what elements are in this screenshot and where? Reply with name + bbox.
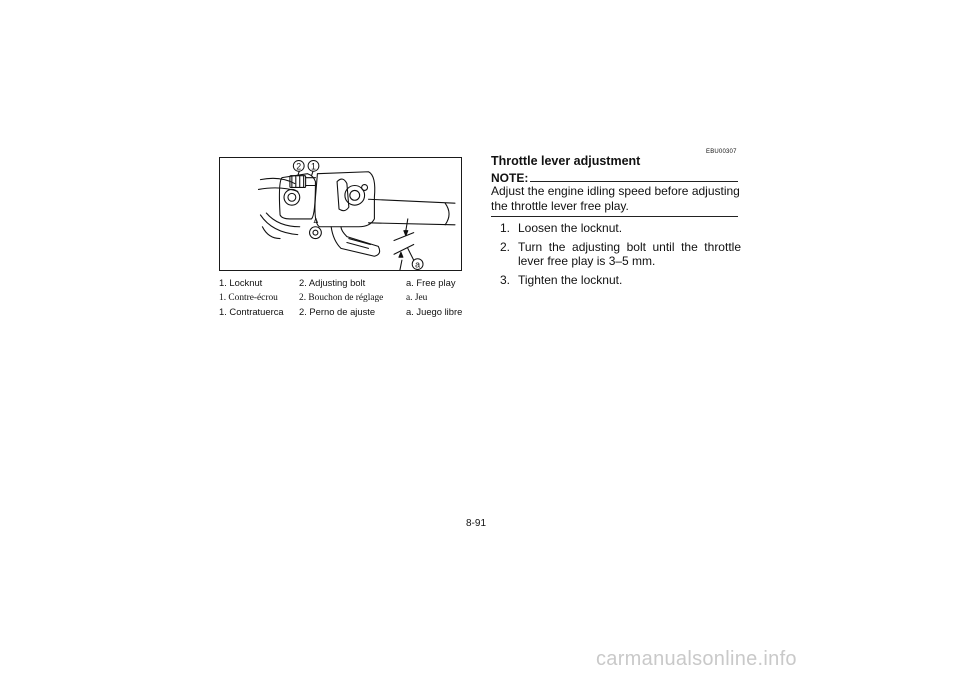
- caption-item: a. Jeu: [406, 293, 428, 303]
- caption-item: a. Free play: [406, 277, 456, 288]
- note-bottom-rule: [491, 216, 738, 217]
- throttle-lever-illustration: [219, 157, 462, 271]
- step-text: Loosen the locknut.: [518, 221, 623, 235]
- section-heading: Throttle lever adjustment: [491, 154, 641, 168]
- caption-item: 2. Perno de ajuste: [299, 306, 376, 317]
- svg-text:Δ: Δ: [313, 216, 319, 225]
- note-label: NOTE:: [491, 171, 529, 185]
- callout-2-label: 2: [296, 161, 302, 172]
- caption-item: 1. Contratuerca: [219, 306, 284, 317]
- caption-item: 1. Locknut: [219, 277, 263, 288]
- list-item: [491, 240, 741, 269]
- list-item: [491, 221, 741, 236]
- caption-item: 1. Contre-écrou: [219, 293, 278, 303]
- callout-1-label: 1: [311, 161, 316, 172]
- list-item: [491, 273, 741, 288]
- step-text: Turn the adjusting bolt until the throttle lever free play is 3–5 mm.: [518, 239, 741, 268]
- note-top-rule: [530, 181, 738, 182]
- steps-list: [491, 221, 741, 291]
- note-text: Adjust the engine idling speed before adjusting the throttle lever free play.: [491, 184, 740, 213]
- step-number: 3.: [500, 272, 511, 287]
- step-text: Tighten the locknut.: [518, 272, 623, 287]
- step-number: 1.: [500, 221, 511, 235]
- section-code: EBU00307: [706, 149, 737, 155]
- page-number: 8-91: [466, 518, 487, 529]
- caption-item: 2. Bouchon de réglage: [299, 293, 384, 303]
- caption-item: a. Juego libre: [406, 306, 463, 317]
- callout-a-label: a: [415, 259, 421, 270]
- caption-item: 2. Adjusting bolt: [299, 277, 366, 288]
- throttle-lever-drawing: [220, 158, 461, 270]
- step-number: 2.: [500, 239, 511, 254]
- watermark: carmanualsonline.info: [596, 648, 797, 670]
